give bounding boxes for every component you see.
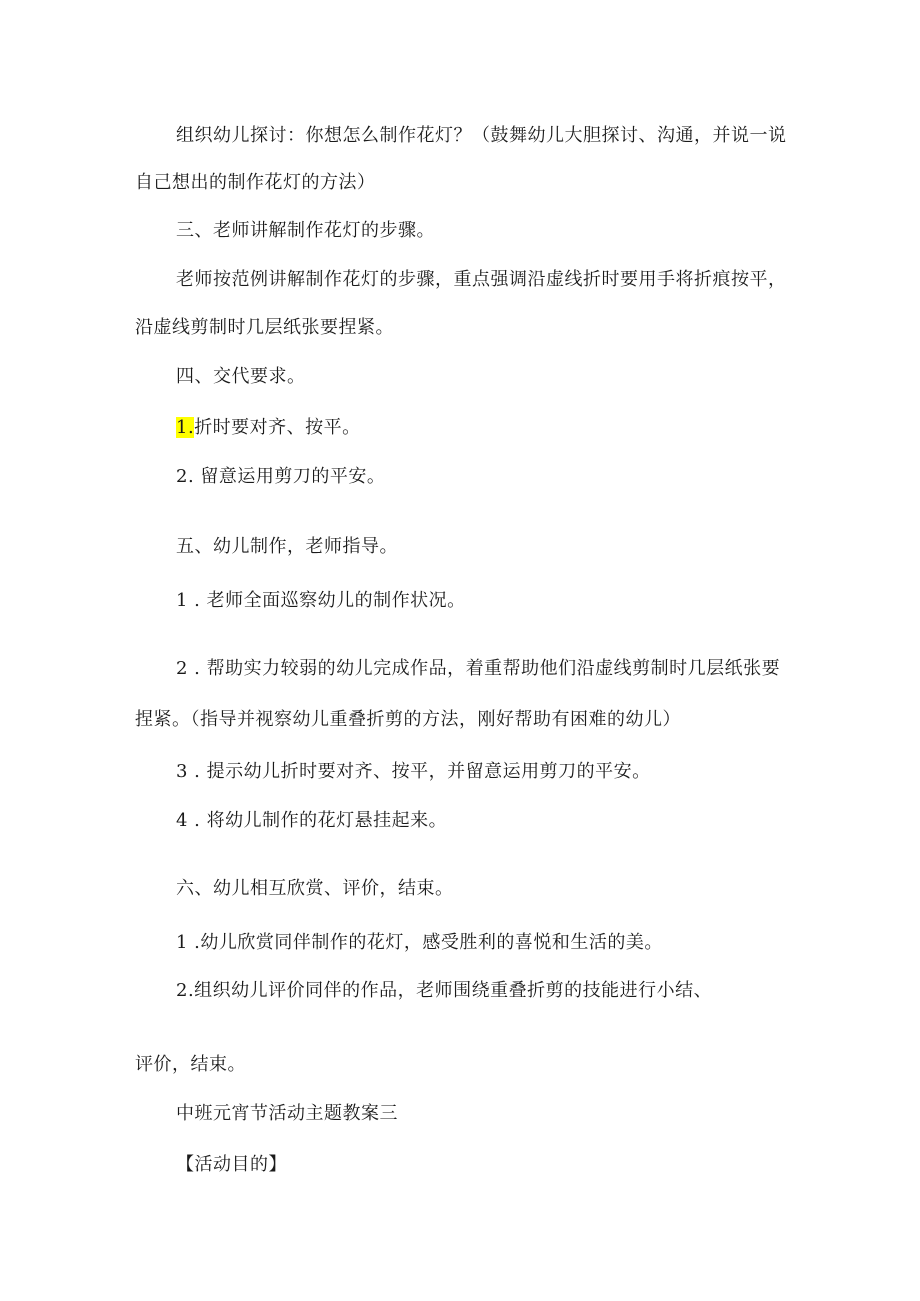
list-item: 1 .幼儿欣赏同伴制作的花灯，感受胜利的喜悦和生活的美。: [176, 932, 663, 953]
section-heading: 五、幼儿制作，老师指导。: [176, 536, 398, 557]
section-heading: 【活动目的】: [176, 1154, 287, 1175]
list-item: 1 . 老师全面巡察幼儿的制作状况。: [176, 590, 466, 611]
section-heading: 六、幼儿相互欣赏、评价，结束。: [176, 878, 454, 899]
highlighted-list-number: 1.: [176, 417, 195, 438]
paragraph-line: 评价，结束。: [135, 1054, 246, 1075]
section-heading: 三、老师讲解制作花灯的步骤。: [176, 220, 435, 241]
paragraph-line: 自己想出的制作花灯的方法）: [135, 172, 376, 193]
list-item: 2.组织幼儿评价同伴的作品，老师围绕重叠折剪的技能进行小结、: [176, 980, 713, 1001]
list-item: 4 . 将幼儿制作的花灯悬挂起来。: [176, 810, 448, 831]
paragraph-line: 组织幼儿探讨：你想怎么制作花灯？（鼓舞幼儿大胆探讨、沟通，并说一说: [176, 125, 787, 146]
document-title: 中班元宵节活动主题教案三: [176, 1103, 398, 1124]
section-heading: 四、交代要求。: [176, 366, 306, 387]
paragraph-line: 沿虚线剪制时几层纸张要捏紧。: [135, 317, 394, 338]
paragraph-line: 捏紧。（指导并视察幼儿重叠折剪的方法，刚好帮助有困难的幼儿）: [135, 709, 681, 730]
paragraph-line: 老师按范例讲解制作花灯的步骤，重点强调沿虚线折时要用手将折痕按平，: [176, 269, 787, 290]
list-item: [176, 416, 361, 440]
list-item: 3 . 提示幼儿折时要对齐、按平，并留意运用剪刀的平安。: [176, 761, 651, 782]
list-item-text: 折时要对齐、按平。: [194, 417, 361, 438]
list-item: 2 . 帮助实力较弱的幼儿完成作品，着重帮助他们沿虚线剪制时几层纸张要: [176, 658, 781, 679]
list-item: 2. 留意运用剪刀的平安。: [176, 466, 386, 487]
